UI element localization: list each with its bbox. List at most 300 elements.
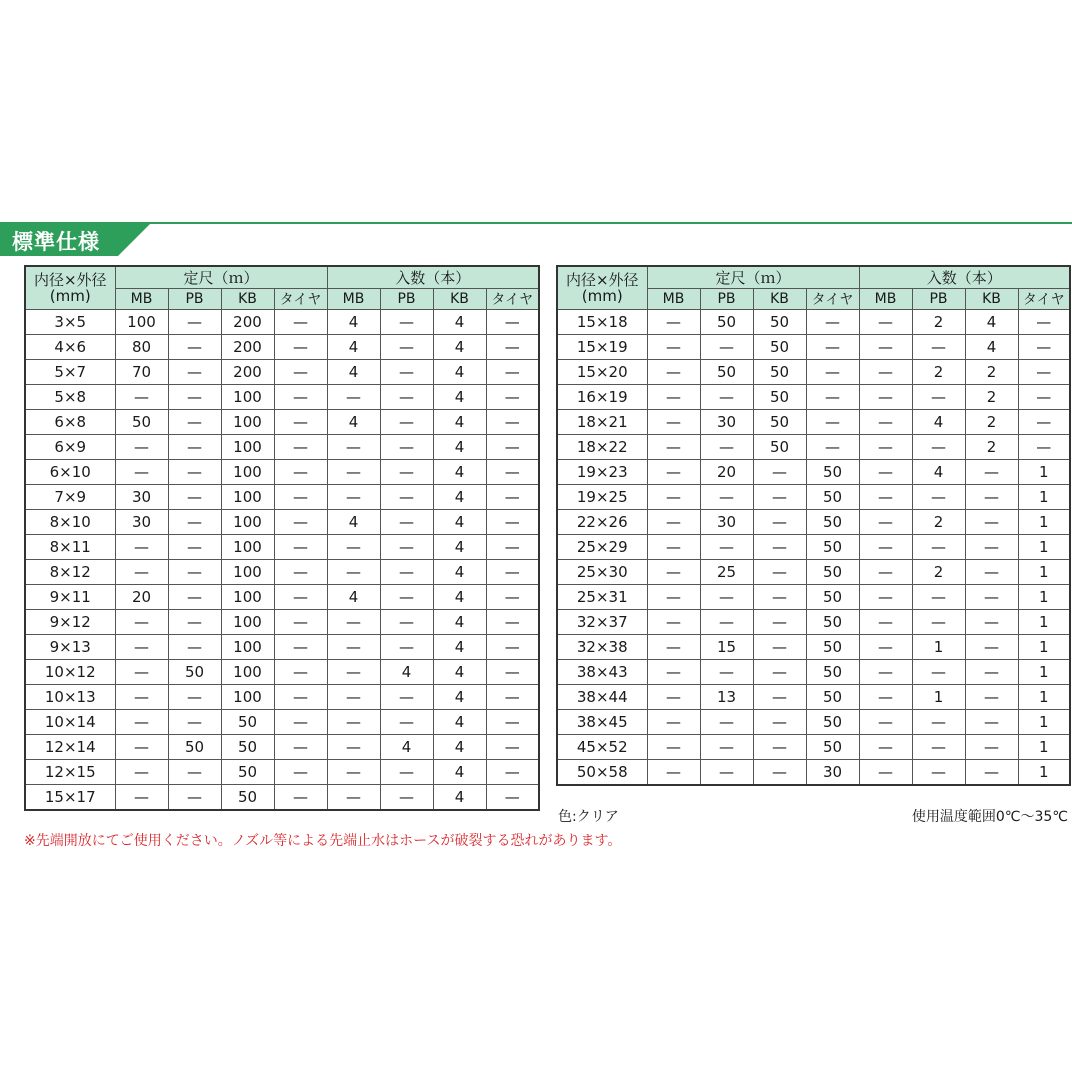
value-cell: — xyxy=(327,485,380,510)
table-row xyxy=(25,485,539,510)
value-cell: — xyxy=(115,610,168,635)
value-cell: 2 xyxy=(912,360,965,385)
size-cell: 9×13 xyxy=(25,635,115,660)
table-row xyxy=(557,710,1070,735)
color-note: 色:クリア xyxy=(558,809,619,825)
size-cell: 18×21 xyxy=(557,410,647,435)
value-cell: 2 xyxy=(965,385,1018,410)
value-cell: — xyxy=(327,760,380,785)
table-row xyxy=(25,460,539,485)
value-cell: 4 xyxy=(433,310,486,335)
value-cell: 100 xyxy=(221,385,274,410)
value-cell: — xyxy=(486,410,539,435)
value-cell: — xyxy=(806,385,859,410)
value-cell: 2 xyxy=(965,410,1018,435)
value-cell: — xyxy=(859,560,912,585)
value-cell: — xyxy=(486,335,539,360)
size-cell: 10×13 xyxy=(25,685,115,710)
value-cell: — xyxy=(380,710,433,735)
col-header-kb: KB xyxy=(433,289,486,310)
value-cell: 4 xyxy=(327,510,380,535)
value-cell: — xyxy=(274,435,327,460)
size-cell: 38×44 xyxy=(557,685,647,710)
value-cell: — xyxy=(168,585,221,610)
table-row xyxy=(25,435,539,460)
size-cell: 9×12 xyxy=(25,610,115,635)
value-cell: — xyxy=(1018,310,1070,335)
table-row xyxy=(557,410,1070,435)
value-cell: 4 xyxy=(380,660,433,685)
size-cell: 16×19 xyxy=(557,385,647,410)
size-cell: 25×31 xyxy=(557,585,647,610)
value-cell: — xyxy=(700,335,753,360)
value-cell: 20 xyxy=(700,460,753,485)
value-cell: 25 xyxy=(700,560,753,585)
value-cell: 50 xyxy=(806,510,859,535)
value-cell: — xyxy=(806,435,859,460)
value-cell: — xyxy=(274,485,327,510)
table-row xyxy=(25,560,539,585)
col-header-mb: MB xyxy=(327,289,380,310)
size-cell: 38×45 xyxy=(557,710,647,735)
value-cell: — xyxy=(912,335,965,360)
value-cell: — xyxy=(168,760,221,785)
value-cell: 50 xyxy=(806,735,859,760)
table-row xyxy=(557,335,1070,360)
size-cell: 8×11 xyxy=(25,535,115,560)
value-cell: 4 xyxy=(327,585,380,610)
section-title: 標準仕様 xyxy=(12,230,100,254)
col-header-pb: PB xyxy=(380,289,433,310)
value-cell: — xyxy=(753,485,806,510)
value-cell: 4 xyxy=(433,585,486,610)
value-cell: 50 xyxy=(806,560,859,585)
size-cell: 10×12 xyxy=(25,660,115,685)
value-cell: — xyxy=(859,485,912,510)
value-cell: — xyxy=(168,785,221,811)
value-cell: — xyxy=(380,460,433,485)
value-cell: — xyxy=(912,585,965,610)
value-cell: — xyxy=(647,485,700,510)
value-cell: — xyxy=(168,460,221,485)
col-header-tire: タイヤ xyxy=(274,289,327,310)
temperature-note: 使用温度範囲0℃～35℃ xyxy=(911,809,1068,825)
value-cell: — xyxy=(327,710,380,735)
value-cell: — xyxy=(700,435,753,460)
value-cell: 30 xyxy=(806,760,859,786)
value-cell: 100 xyxy=(221,460,274,485)
value-cell: — xyxy=(274,335,327,360)
value-cell: 1 xyxy=(1018,635,1070,660)
size-cell: 6×8 xyxy=(25,410,115,435)
value-cell: — xyxy=(965,460,1018,485)
value-cell: 50 xyxy=(806,685,859,710)
value-cell: — xyxy=(647,385,700,410)
value-cell: 50 xyxy=(806,535,859,560)
value-cell: — xyxy=(700,385,753,410)
value-cell: — xyxy=(274,460,327,485)
size-cell: 6×10 xyxy=(25,460,115,485)
col-header-tire: タイヤ xyxy=(486,289,539,310)
value-cell: 4 xyxy=(433,460,486,485)
value-cell: — xyxy=(274,360,327,385)
value-cell: — xyxy=(700,735,753,760)
value-cell: — xyxy=(1018,335,1070,360)
value-cell: 4 xyxy=(433,535,486,560)
value-cell: — xyxy=(168,310,221,335)
value-cell: — xyxy=(912,735,965,760)
table-row xyxy=(557,310,1070,335)
value-cell: 100 xyxy=(221,610,274,635)
value-cell: — xyxy=(115,560,168,585)
table-row xyxy=(25,635,539,660)
table-row xyxy=(557,760,1070,786)
value-cell: 13 xyxy=(700,685,753,710)
value-cell: 4 xyxy=(433,660,486,685)
value-cell: — xyxy=(380,410,433,435)
value-cell: — xyxy=(115,685,168,710)
warning-note: ※先端開放にてご使用ください。ノズル等による先端止水はホースが破裂する恐れがあります。 xyxy=(24,833,622,849)
value-cell: — xyxy=(1018,385,1070,410)
table-row xyxy=(25,710,539,735)
value-cell: — xyxy=(168,635,221,660)
value-cell: — xyxy=(647,635,700,660)
value-cell: 100 xyxy=(115,310,168,335)
value-cell: 4 xyxy=(433,435,486,460)
table-row xyxy=(25,535,539,560)
value-cell: 1 xyxy=(912,635,965,660)
value-cell: 4 xyxy=(433,685,486,710)
size-cell: 32×37 xyxy=(557,610,647,635)
value-cell: 4 xyxy=(433,635,486,660)
value-cell: 4 xyxy=(433,735,486,760)
size-cell: 19×23 xyxy=(557,460,647,485)
value-cell: 50 xyxy=(700,360,753,385)
value-cell: — xyxy=(274,760,327,785)
value-cell: — xyxy=(912,660,965,685)
value-cell: 1 xyxy=(912,685,965,710)
value-cell: — xyxy=(380,760,433,785)
table-row xyxy=(557,635,1070,660)
value-cell: — xyxy=(327,560,380,585)
value-cell: — xyxy=(859,335,912,360)
value-cell: — xyxy=(380,685,433,710)
value-cell: 30 xyxy=(700,410,753,435)
value-cell: — xyxy=(486,485,539,510)
value-cell: — xyxy=(380,335,433,360)
value-cell: 4 xyxy=(912,410,965,435)
value-cell: 200 xyxy=(221,360,274,385)
value-cell: — xyxy=(965,610,1018,635)
value-cell: — xyxy=(753,610,806,635)
quantity-header: 入数（本） xyxy=(859,266,1070,289)
value-cell: 200 xyxy=(221,310,274,335)
value-cell: — xyxy=(965,685,1018,710)
value-cell: — xyxy=(327,460,380,485)
value-cell: 50 xyxy=(221,710,274,735)
value-cell: — xyxy=(859,510,912,535)
value-cell: 1 xyxy=(1018,610,1070,635)
value-cell: — xyxy=(700,535,753,560)
size-header xyxy=(557,266,647,310)
value-cell: — xyxy=(486,560,539,585)
value-cell: — xyxy=(912,610,965,635)
value-cell: — xyxy=(859,760,912,786)
value-cell: — xyxy=(753,535,806,560)
value-cell: 100 xyxy=(221,585,274,610)
col-header-mb: MB xyxy=(115,289,168,310)
value-cell: — xyxy=(647,760,700,786)
value-cell: — xyxy=(380,485,433,510)
value-cell: — xyxy=(806,410,859,435)
value-cell: — xyxy=(859,385,912,410)
size-cell: 15×17 xyxy=(25,785,115,811)
value-cell: 30 xyxy=(700,510,753,535)
table-row xyxy=(25,685,539,710)
value-cell: — xyxy=(380,360,433,385)
table-row xyxy=(25,610,539,635)
value-cell: 4 xyxy=(965,335,1018,360)
value-cell: — xyxy=(859,535,912,560)
size-cell: 8×10 xyxy=(25,510,115,535)
value-cell: — xyxy=(753,510,806,535)
table-row xyxy=(557,385,1070,410)
value-cell: — xyxy=(859,685,912,710)
table-row xyxy=(25,760,539,785)
table-row xyxy=(557,610,1070,635)
section-header xyxy=(0,222,1072,258)
col-header-mb: MB xyxy=(647,289,700,310)
table-row xyxy=(557,485,1070,510)
value-cell: 50 xyxy=(753,335,806,360)
value-cell: — xyxy=(912,710,965,735)
value-cell: — xyxy=(965,660,1018,685)
col-header-mb: MB xyxy=(859,289,912,310)
table-row xyxy=(25,335,539,360)
value-cell: — xyxy=(274,785,327,811)
value-cell: — xyxy=(965,710,1018,735)
value-cell: — xyxy=(647,460,700,485)
value-cell: — xyxy=(965,485,1018,510)
size-cell: 38×43 xyxy=(557,660,647,685)
table-row xyxy=(25,360,539,385)
value-cell: 50 xyxy=(753,360,806,385)
value-cell: 4 xyxy=(380,735,433,760)
value-cell: — xyxy=(700,585,753,610)
value-cell: — xyxy=(700,660,753,685)
value-cell: — xyxy=(168,685,221,710)
value-cell: — xyxy=(647,335,700,360)
value-cell: — xyxy=(753,735,806,760)
size-header-unit: (mm) xyxy=(49,287,91,305)
table-row xyxy=(25,410,539,435)
value-cell: — xyxy=(168,510,221,535)
value-cell: — xyxy=(274,635,327,660)
value-cell: — xyxy=(859,360,912,385)
value-cell: 1 xyxy=(1018,560,1070,585)
value-cell: 1 xyxy=(1018,660,1070,685)
value-cell: — xyxy=(115,785,168,811)
table-row xyxy=(557,460,1070,485)
table-row xyxy=(25,310,539,335)
value-cell: 50 xyxy=(806,660,859,685)
size-cell: 50×58 xyxy=(557,760,647,786)
value-cell: — xyxy=(486,735,539,760)
value-cell: — xyxy=(859,635,912,660)
value-cell: — xyxy=(486,535,539,560)
value-cell: — xyxy=(700,610,753,635)
value-cell: 1 xyxy=(1018,710,1070,735)
value-cell: — xyxy=(806,360,859,385)
value-cell: — xyxy=(647,360,700,385)
value-cell: 4 xyxy=(327,360,380,385)
value-cell: 100 xyxy=(221,685,274,710)
size-cell: 10×14 xyxy=(25,710,115,735)
table-row xyxy=(25,385,539,410)
value-cell: — xyxy=(274,385,327,410)
size-cell: 18×22 xyxy=(557,435,647,460)
value-cell: — xyxy=(168,535,221,560)
header-rule xyxy=(0,222,1072,224)
size-cell: 22×26 xyxy=(557,510,647,535)
value-cell: 1 xyxy=(1018,760,1070,786)
size-cell: 15×20 xyxy=(557,360,647,385)
value-cell: — xyxy=(274,610,327,635)
value-cell: 4 xyxy=(433,710,486,735)
value-cell: — xyxy=(380,560,433,585)
value-cell: 50 xyxy=(806,485,859,510)
value-cell: — xyxy=(327,535,380,560)
value-cell: — xyxy=(753,560,806,585)
col-header-pb: PB xyxy=(700,289,753,310)
value-cell: — xyxy=(965,585,1018,610)
value-cell: 200 xyxy=(221,335,274,360)
size-cell: 3×5 xyxy=(25,310,115,335)
value-cell: — xyxy=(859,310,912,335)
value-cell: — xyxy=(486,685,539,710)
col-header-kb: KB xyxy=(753,289,806,310)
table-row xyxy=(557,535,1070,560)
value-cell: — xyxy=(647,610,700,635)
value-cell: — xyxy=(486,585,539,610)
value-cell: 100 xyxy=(221,660,274,685)
value-cell: — xyxy=(859,610,912,635)
value-cell: — xyxy=(647,410,700,435)
value-cell: — xyxy=(168,710,221,735)
value-cell: 50 xyxy=(221,760,274,785)
value-cell: 4 xyxy=(433,785,486,811)
value-cell: — xyxy=(647,710,700,735)
value-cell: 100 xyxy=(221,510,274,535)
value-cell: 1 xyxy=(1018,510,1070,535)
value-cell: — xyxy=(168,485,221,510)
value-cell: — xyxy=(700,485,753,510)
value-cell: — xyxy=(965,535,1018,560)
value-cell: — xyxy=(274,510,327,535)
value-cell: 1 xyxy=(1018,685,1070,710)
size-cell: 8×12 xyxy=(25,560,115,585)
value-cell: — xyxy=(115,760,168,785)
value-cell: 4 xyxy=(433,485,486,510)
col-header-pb: PB xyxy=(912,289,965,310)
value-cell: 4 xyxy=(965,310,1018,335)
value-cell: — xyxy=(859,460,912,485)
value-cell: — xyxy=(274,310,327,335)
value-cell: — xyxy=(647,535,700,560)
table-row xyxy=(557,735,1070,760)
value-cell: — xyxy=(753,460,806,485)
value-cell: — xyxy=(380,510,433,535)
value-cell: 100 xyxy=(221,435,274,460)
value-cell: — xyxy=(486,635,539,660)
table-row xyxy=(25,585,539,610)
value-cell: 4 xyxy=(433,385,486,410)
value-cell: — xyxy=(912,760,965,786)
value-cell: 4 xyxy=(433,610,486,635)
table-row xyxy=(25,660,539,685)
size-cell: 5×8 xyxy=(25,385,115,410)
table-row xyxy=(557,585,1070,610)
size-cell: 6×9 xyxy=(25,435,115,460)
length-header: 定尺（ｍ） xyxy=(647,266,859,289)
table-row xyxy=(25,510,539,535)
size-cell: 5×7 xyxy=(25,360,115,385)
value-cell: — xyxy=(168,560,221,585)
value-cell: — xyxy=(115,435,168,460)
size-cell: 19×25 xyxy=(557,485,647,510)
value-cell: — xyxy=(859,735,912,760)
value-cell: 2 xyxy=(912,560,965,585)
value-cell: — xyxy=(965,510,1018,535)
size-cell: 4×6 xyxy=(25,335,115,360)
size-header-label: 内径×外径 xyxy=(33,271,107,289)
size-cell: 12×15 xyxy=(25,760,115,785)
value-cell: — xyxy=(168,610,221,635)
value-cell: 50 xyxy=(221,735,274,760)
size-cell: 25×29 xyxy=(557,535,647,560)
value-cell: 50 xyxy=(700,310,753,335)
size-cell: 15×19 xyxy=(557,335,647,360)
value-cell: — xyxy=(168,435,221,460)
value-cell: — xyxy=(965,635,1018,660)
value-cell: — xyxy=(700,710,753,735)
value-cell: — xyxy=(380,435,433,460)
size-header-unit: (mm) xyxy=(581,287,623,305)
value-cell: 2 xyxy=(965,435,1018,460)
size-cell: 7×9 xyxy=(25,485,115,510)
spec-table-left xyxy=(24,265,540,811)
value-cell: 70 xyxy=(115,360,168,385)
size-header-label: 内径×外径 xyxy=(565,271,639,289)
table-row xyxy=(557,510,1070,535)
value-cell: — xyxy=(168,410,221,435)
value-cell: — xyxy=(115,660,168,685)
value-cell: — xyxy=(806,335,859,360)
size-cell: 15×18 xyxy=(557,310,647,335)
value-cell: 4 xyxy=(327,310,380,335)
value-cell: 80 xyxy=(115,335,168,360)
value-cell: — xyxy=(380,635,433,660)
value-cell: 1 xyxy=(1018,585,1070,610)
value-cell: — xyxy=(859,435,912,460)
value-cell: — xyxy=(859,710,912,735)
value-cell: — xyxy=(380,610,433,635)
value-cell: — xyxy=(753,660,806,685)
value-cell: — xyxy=(274,585,327,610)
col-header-pb: PB xyxy=(168,289,221,310)
value-cell: — xyxy=(486,660,539,685)
size-cell: 12×14 xyxy=(25,735,115,760)
